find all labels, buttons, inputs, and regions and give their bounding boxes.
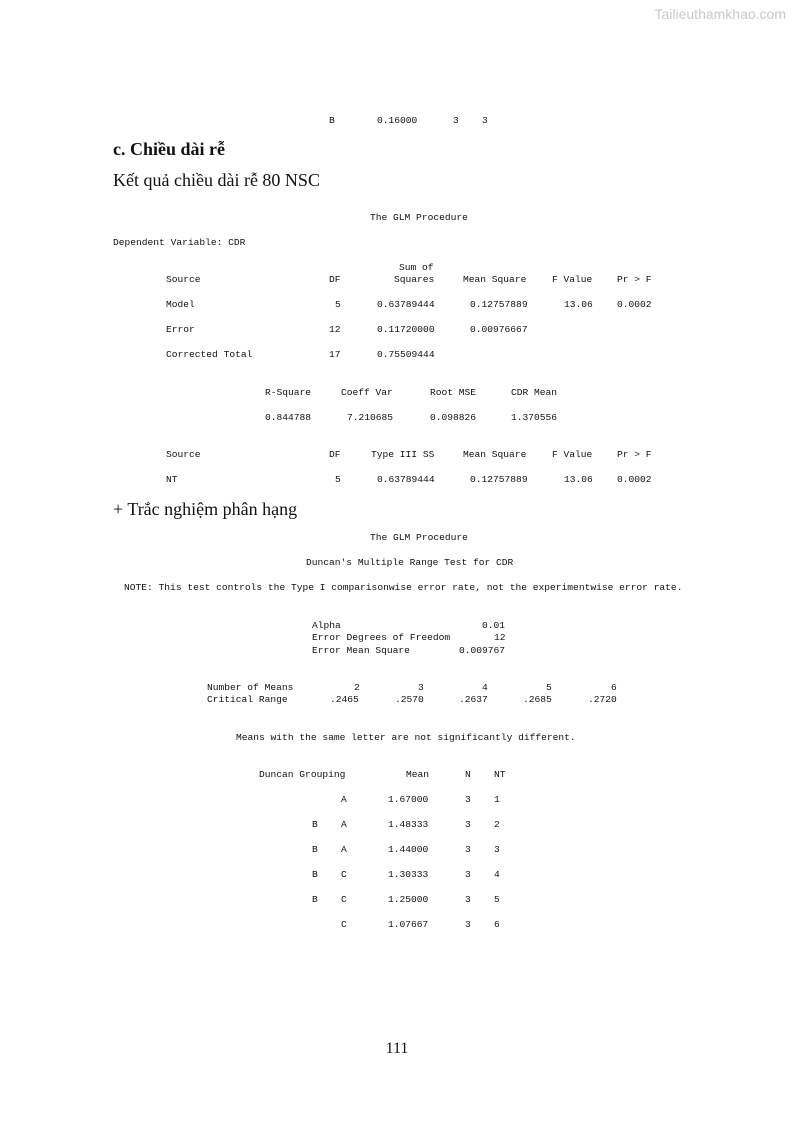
type3-ms: 0.12757889: [470, 474, 528, 485]
critical-range-value: .2685: [523, 694, 552, 705]
group-letter-2: A: [341, 819, 347, 830]
group-mean: 1.07667: [388, 919, 429, 930]
group-nt: 2: [494, 819, 500, 830]
duncan-heading: + Trắc nghiệm phân hạng: [113, 499, 298, 519]
critical-range-label: Critical Range: [207, 694, 288, 705]
group-letter-2: C: [341, 894, 347, 905]
anova-ss: 0.75509444: [377, 349, 435, 360]
dependent-variable: Dependent Variable: CDR: [113, 237, 246, 248]
num-means-value: 3: [418, 682, 424, 693]
type3-f: 13.06: [564, 474, 593, 485]
anova-source: Corrected Total: [166, 349, 253, 360]
header-f-value: F Value: [552, 274, 593, 285]
num-means-value: 2: [354, 682, 360, 693]
edf-value: 12: [494, 632, 506, 643]
type3-df: 5: [335, 474, 341, 485]
fit-value-coeff-var: 7.210685: [347, 412, 394, 423]
critical-range-value: .2465: [330, 694, 359, 705]
group-letter-2: A: [341, 844, 347, 855]
fit-value-root-mse: 0.098826: [430, 412, 477, 423]
group-letter-2: C: [341, 869, 347, 880]
alpha-value: 0.01: [482, 620, 506, 631]
header-mean: Mean: [406, 769, 430, 780]
header-pr-f: Pr > F: [617, 274, 652, 285]
group-nt: 3: [494, 844, 500, 855]
group-n: 3: [465, 844, 471, 855]
anova-df: 17: [329, 349, 341, 360]
type3-header-source: Source: [166, 449, 201, 460]
anova-ss: 0.11720000: [377, 324, 435, 335]
fit-header-root-mse: Root MSE: [430, 387, 477, 398]
duncan-test-title: Duncan's Multiple Range Test for CDR: [306, 557, 514, 568]
group-letter-1: B: [312, 844, 318, 855]
fit-value-rsquare: 0.844788: [265, 412, 312, 423]
watermark: Tailieuthamkhao.com: [654, 6, 786, 22]
group-mean: 1.44000: [388, 844, 429, 855]
header-sum-of: Sum of: [399, 262, 434, 273]
anova-ms: 0.12757889: [470, 299, 528, 310]
header-duncan-grouping: Duncan Grouping: [259, 769, 346, 780]
header-n: N: [465, 769, 471, 780]
group-nt: 5: [494, 894, 500, 905]
group-mean: 1.25000: [388, 894, 429, 905]
group-nt: 6: [494, 919, 500, 930]
critical-range-value: .2637: [459, 694, 488, 705]
same-letter-note: Means with the same letter are not significantly different.: [236, 732, 576, 743]
header-squares: Squares: [394, 274, 435, 285]
ems-value: 0.009767: [459, 645, 506, 656]
group-mean: 1.30333: [388, 869, 429, 880]
num-means-value: 5: [546, 682, 552, 693]
prev-row-n: 3: [453, 115, 459, 126]
type3-header-ss: Type III SS: [371, 449, 435, 460]
glm-title: The GLM Procedure: [370, 212, 468, 223]
num-means-value: 6: [611, 682, 617, 693]
type3-p: 0.0002: [617, 474, 652, 485]
header-mean-square: Mean Square: [463, 274, 527, 285]
anova-df: 12: [329, 324, 341, 335]
type3-source: NT: [166, 474, 178, 485]
group-n: 3: [465, 919, 471, 930]
ems-label: Error Mean Square: [312, 645, 410, 656]
type3-header-df: DF: [329, 449, 341, 460]
edf-label: Error Degrees of Freedom: [312, 632, 451, 643]
duncan-note: NOTE: This test controls the Type I comparisonwise error rate, not the experimentwise error rate.: [124, 582, 683, 593]
group-letter-1: B: [312, 819, 318, 830]
group-nt: 1: [494, 794, 500, 805]
anova-ss: 0.63789444: [377, 299, 435, 310]
group-mean: 1.48333: [388, 819, 429, 830]
anova-source: Error: [166, 324, 195, 335]
anova-ms: 0.00976667: [470, 324, 528, 335]
subheading: Kết quả chiều dài rễ 80 NSC: [113, 170, 320, 190]
num-means-label: Number of Means: [207, 682, 294, 693]
fit-value-cdr-mean: 1.370556: [511, 412, 558, 423]
critical-range-value: .2570: [395, 694, 424, 705]
group-letter-1: B: [312, 869, 318, 880]
group-letter-2: C: [341, 919, 347, 930]
fit-header-rsquare: R-Square: [265, 387, 312, 398]
group-n: 3: [465, 869, 471, 880]
anova-df: 5: [335, 299, 341, 310]
group-letter-2: A: [341, 794, 347, 805]
group-mean: 1.67000: [388, 794, 429, 805]
fit-header-coeff-var: Coeff Var: [341, 387, 393, 398]
header-source: Source: [166, 274, 201, 285]
alpha-label: Alpha: [312, 620, 341, 631]
page-number: 111: [385, 1040, 409, 1057]
num-means-value: 4: [482, 682, 488, 693]
type3-header-f: F Value: [552, 449, 593, 460]
group-n: 3: [465, 819, 471, 830]
header-df: DF: [329, 274, 341, 285]
type3-header-p: Pr > F: [617, 449, 652, 460]
critical-range-value: .2720: [588, 694, 617, 705]
group-n: 3: [465, 894, 471, 905]
group-n: 3: [465, 794, 471, 805]
group-letter-1: B: [312, 894, 318, 905]
type3-ss: 0.63789444: [377, 474, 435, 485]
prev-row-mean: 0.16000: [377, 115, 418, 126]
header-nt: NT: [494, 769, 506, 780]
anova-f: 13.06: [564, 299, 593, 310]
fit-header-cdr-mean: CDR Mean: [511, 387, 558, 398]
section-heading: c. Chiều dài rễ: [113, 139, 225, 159]
anova-p: 0.0002: [617, 299, 652, 310]
anova-source: Model: [166, 299, 195, 310]
prev-row-nt: 3: [482, 115, 488, 126]
group-nt: 4: [494, 869, 500, 880]
glm2-title: The GLM Procedure: [370, 532, 468, 543]
prev-row-group: B: [329, 115, 335, 126]
type3-header-ms: Mean Square: [463, 449, 527, 460]
